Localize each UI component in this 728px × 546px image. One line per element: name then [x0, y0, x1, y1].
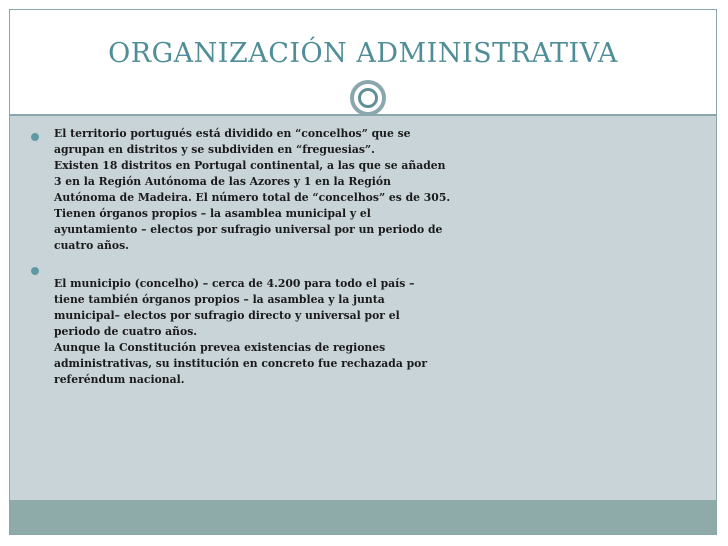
- bullet-line: periodo de cuatro años.: [54, 325, 198, 338]
- content-area: [28, 126, 708, 388]
- bullet-item: [28, 260, 708, 388]
- footer-bar: [10, 500, 716, 534]
- bullet-line: ayuntamiento – electos por sufragio universal por un periodo de: [54, 223, 443, 236]
- bullet-line: [54, 260, 708, 276]
- bullet-dot-icon: [31, 133, 39, 141]
- bullet-line: agrupan en distritos y se subdividen en “freguesias”.: [54, 143, 375, 156]
- bullet-line: El municipio (concelho) – cerca de 4.200 para todo el país –: [54, 277, 415, 290]
- bullet-dot-icon: [31, 267, 39, 275]
- bullet-item: [28, 126, 708, 254]
- bullet-line: Tienen órganos propios – la asamblea municipal y el: [54, 207, 371, 220]
- bullet-line: Aunque la Constitución prevea existencias de regiones: [54, 341, 386, 354]
- circle-ornament-inner: [358, 88, 378, 108]
- slide-title: ORGANIZACIÓN ADMINISTRATIVA: [108, 38, 618, 69]
- circle-ornament-icon: [350, 80, 386, 116]
- bullet-line: administrativas, su institución en concreto fue rechazada por: [54, 357, 428, 370]
- bullet-line: 3 en la Región Autónoma de las Azores y 1 en la Región: [54, 175, 391, 188]
- bullet-line: Autónoma de Madeira. El número total de “concelhos” es de 305.: [54, 191, 451, 204]
- bullet-line: referéndum nacional.: [54, 373, 185, 386]
- bullet-line: tiene también órganos propios – la asamblea y la junta: [54, 293, 385, 306]
- bullet-line: municipal– electos por sufragio directo y universal por el: [54, 309, 400, 322]
- bullet-line: cuatro años.: [54, 239, 129, 252]
- bullet-line: Existen 18 distritos en Portugal continental, a las que se añaden: [54, 159, 446, 172]
- bullet-line: El territorio portugués está dividido en “concelhos” que se: [54, 127, 411, 140]
- slide-frame: [9, 9, 717, 535]
